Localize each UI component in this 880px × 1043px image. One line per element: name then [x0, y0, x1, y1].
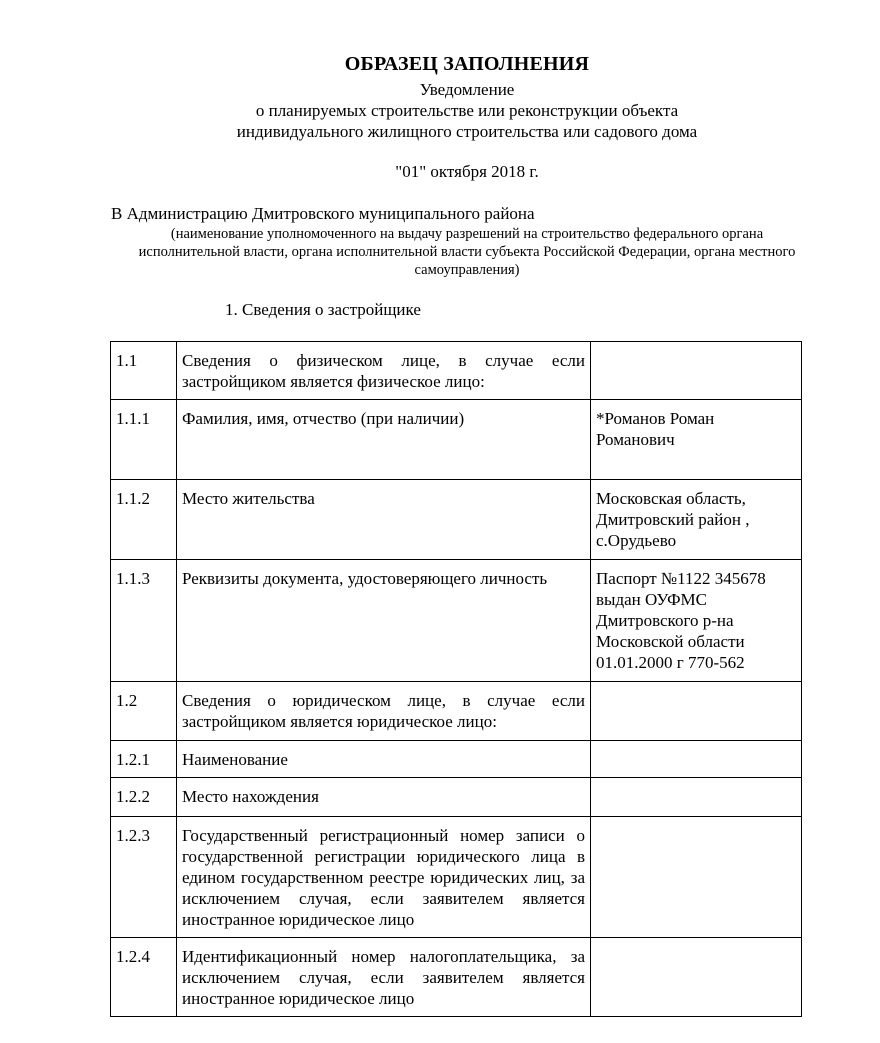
row-value: [591, 342, 802, 400]
row-description: Государственный регистрационный номер записи о государственной регистрации юридического лица в едином государственном реестре юридических лиц, за исключением случая, если заявителем является иностранное юридическое лицо: [177, 817, 591, 938]
row-value: [591, 400, 802, 480]
table-row: [111, 560, 802, 682]
value-line: Московская область,: [596, 489, 746, 508]
value-line: Дмитровский район ,: [596, 510, 750, 529]
row-description: Сведения о юридическом лице, в случае если застройщиком является юридическое лицо:: [177, 682, 591, 741]
table-row: [111, 778, 802, 817]
value-line: с.Орудьево: [596, 531, 677, 550]
table-row: [111, 400, 802, 480]
addressee-hint-line-2: исполнительной власти, органа исполнительной власти субъекта Российской Федерации, органа местного: [138, 244, 796, 260]
value-line: Паспорт №1122 345678: [596, 569, 766, 588]
row-value: [591, 480, 802, 560]
row-number: 1.1.2: [111, 480, 177, 560]
row-description: Фамилия, имя, отчество (при наличии): [177, 400, 591, 480]
row-value: [591, 682, 802, 741]
row-number: 1.2.1: [111, 741, 177, 778]
value-line: Романович: [596, 430, 675, 449]
value-line: выдан ОУФМС: [596, 590, 707, 609]
row-value: [591, 560, 802, 682]
table-row: [111, 342, 802, 400]
value-line: Дмитровского р-на: [596, 611, 734, 630]
document-date: "01" октября 2018 г.: [395, 162, 539, 181]
row-number: 1.1.3: [111, 560, 177, 682]
row-description: Наименование: [177, 741, 591, 778]
document-title: ОБРАЗЕЦ ЗАПОЛНЕНИЯ: [344, 53, 590, 75]
row-value: [591, 817, 802, 938]
subtitle-line-2: о планируемых строительстве или реконструкции объекта: [255, 101, 679, 120]
row-number: 1.2.2: [111, 778, 177, 817]
subtitle-line-1: Уведомление: [419, 80, 515, 99]
row-number: 1.2.4: [111, 938, 177, 1017]
row-number: 1.1: [111, 342, 177, 400]
value-line: 01.01.2000 г 770-562: [596, 653, 745, 672]
subtitle-line-3: индивидуального жилищного строительства или садового дома: [236, 122, 698, 141]
row-number: 1.2: [111, 682, 177, 741]
section-heading: 1. Сведения о застройщике: [225, 300, 421, 319]
table-row: [111, 938, 802, 1017]
row-description: Место нахождения: [177, 778, 591, 817]
table-row: [111, 480, 802, 560]
table-row: [111, 741, 802, 778]
value-line: Московской области: [596, 632, 745, 651]
row-description: Идентификационный номер налогоплательщика, за исключением случая, если заявителем является иностранное юридическое лицо: [177, 938, 591, 1017]
developer-info-table: [110, 341, 802, 1017]
row-description: Место жительства: [177, 480, 591, 560]
row-value: [591, 741, 802, 778]
row-value: [591, 778, 802, 817]
value-line: *Романов Роман: [596, 409, 715, 428]
row-description: Сведения о физическом лице, в случае если застройщиком является физическое лицо:: [177, 342, 591, 400]
table-row: [111, 682, 802, 741]
row-number: 1.1.1: [111, 400, 177, 480]
row-value: [591, 938, 802, 1017]
row-description: Реквизиты документа, удостоверяющего личность: [177, 560, 591, 682]
row-number: 1.2.3: [111, 817, 177, 938]
addressee-hint-line-3: самоуправления): [414, 262, 520, 278]
addressee-hint-line-1: (наименование уполномоченного на выдачу разрешений на строительство федерального органа: [170, 226, 764, 242]
table-row: [111, 817, 802, 938]
addressee: В Администрацию Дмитровского муниципального района: [111, 204, 535, 223]
